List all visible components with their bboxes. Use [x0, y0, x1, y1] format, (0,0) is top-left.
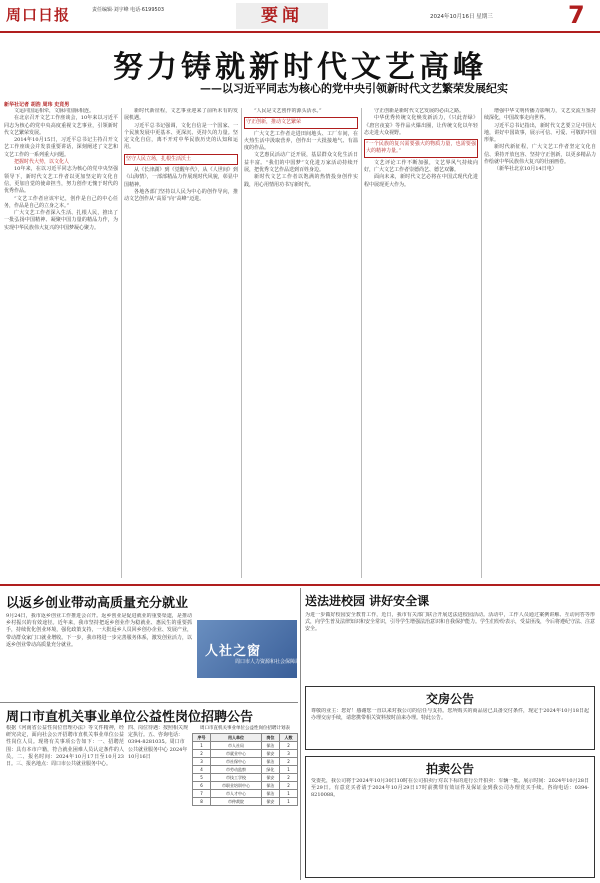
- table-header: 序号: [193, 734, 211, 742]
- byline: 新华社记者 胡浩 周玮 史竞男: [4, 102, 70, 108]
- table-cell: 绿化: [261, 766, 279, 774]
- section-divider: [0, 584, 600, 586]
- table-cell: 保洁: [261, 790, 279, 798]
- ad-3-body: 受委托，我公司将于2024年10月30日10时在公司拍卖厅对以下标的进行公开拍卖：车辆一批。展示时间：2024年10月28日至29日。有意竞买者请于2024年10月29日17时前携带有效证件及保证金到我公司办理竞买手续。咨询电话：0394-8210088。: [311, 778, 589, 799]
- table-row: [193, 766, 298, 774]
- ad-2-body: 尊敬的业主：您好！感谢您一直以来对我公司的信任与支持。您所购买的商品房已具备交付条件，现定于2024年10月18日起办理交房手续，请您携带相关资料按时前来办理。特此公告。: [311, 708, 589, 722]
- highlighted-paragraph: 把握时代大势，以文化人: [14, 159, 70, 166]
- table-row: [193, 758, 298, 766]
- table-cell: 1: [193, 742, 211, 750]
- recruitment-table: [192, 725, 298, 806]
- table-cell: 1: [279, 798, 297, 806]
- table-cell: 市人才中心: [211, 790, 262, 798]
- paragraph: 2014年10月15日，习近平总书记主持召开文艺工作座谈会并发表重要讲话，深刻阐述了文艺和文艺工作的一系列重大问题。: [4, 137, 118, 158]
- table-cell: 7: [193, 790, 211, 798]
- recruitment-plan-table: [192, 733, 298, 806]
- paragraph: 新时代文艺工作者以饱满的热情投身创作实践，用心用情用功书写新时代。: [244, 174, 358, 188]
- boxed-callout: “一个民族的复兴需要强大的物质力量，也需要强大的精神力量。”: [364, 139, 478, 158]
- table-row: [193, 774, 298, 782]
- headline: 努力铸就新时代文艺高峰: [113, 50, 487, 85]
- table-cell: 2: [279, 742, 297, 750]
- table-caption: 周口市直机关事业单位公益性岗位招聘计划表: [200, 726, 290, 731]
- article-2-text: 9月24日，我市返乡创业工作推进会召开。返乡创业是促进就业的重要渠道，是推动乡村振兴的有效途径。近年来，我市坚持把返乡创业作为稳就业、惠民生的重要抓手，持续优化创业环境，强化政策支持，一大批返乡人员回乡创办企业、发展产业，带动群众家门口就业增收。下一步，我市将进一步完善服务体系，激发创业活力，以返乡创业带动高质量充分就业。: [6, 613, 192, 648]
- table-row: [193, 790, 298, 798]
- ad-1-body: 为进一步做好校园安全教育工作，近日，我市有关部门联合开展送法进校园活动。活动中，工作人员通过案例讲解、互动问答等形式，向学生普及法律知识和安全常识，引导学生增强法治意识和自我保护能力。学生们纷纷表示，受益匪浅，今后将遵纪守法、注意安全。: [305, 612, 595, 633]
- paragraph: 习近平总书记强调，文化自信是一个国家、一个民族发展中更基本、更深沉、更持久的力量。坚定文化自信，离不开对中华民族历史的认知和运用。: [124, 122, 238, 151]
- boxed-callout: 守正创新，推动文艺繁荣: [244, 117, 358, 128]
- table-cell: 市人社局: [211, 742, 262, 750]
- table-cell: 市职业培训中心: [211, 782, 262, 790]
- paragraph: 广大文艺工作者走进田间地头、工厂车间，在火热生活中汲取营养，创作出一大批接地气、有温度的作品。: [244, 130, 358, 152]
- table-cell: 2: [279, 758, 297, 766]
- article-column-1: [4, 108, 118, 578]
- paragraph: 守正创新是新时代文艺发展的必由之路。: [374, 108, 465, 114]
- table-header: 岗位: [261, 734, 279, 742]
- table-row: [193, 750, 298, 758]
- table-cell: 保安: [261, 750, 279, 758]
- table-cell: 保洁: [261, 742, 279, 750]
- paragraph: （新华社北京10月14日电）: [494, 166, 557, 173]
- table-cell: 保洁: [261, 758, 279, 766]
- table-cell: 2: [193, 750, 211, 758]
- paragraph: “文艺工作者应该牢记，创作是自己的中心任务，作品是自己的立身之本。”: [4, 195, 118, 209]
- notice-body-2: 四、岗位待遇：按照相关规定执行。五、咨询电话：0394-8281035。周口市公共就业服务中心 2024年10月16日: [128, 725, 188, 760]
- paragraph: 文艺评论工作不断加强，文艺界风气持续向好，广大文艺工作者崇德尚艺、德艺双馨。: [364, 159, 478, 174]
- newspaper-logo: 周口日报: [6, 6, 71, 24]
- ad-2-title: 交房公告: [425, 692, 474, 706]
- table-cell: 2: [279, 782, 297, 790]
- notice-divider: [0, 702, 298, 703]
- table-cell: 1: [279, 766, 297, 774]
- table-cell: 8: [193, 798, 211, 806]
- table-cell: 3: [193, 758, 211, 766]
- paragraph: 面向未来，新时代文艺必将在中国式现代化进程中展现更大作为。: [364, 174, 478, 188]
- column-rule: [241, 108, 242, 578]
- ad-3-title: 拍卖公告: [425, 762, 474, 776]
- paragraph: 广大文艺工作者深入生活、扎根人民，推出了一批弘扬中国精神、凝聚中国力量的精品力作，为实现中华民族伟大复兴的中国梦凝心聚力。: [4, 210, 118, 231]
- paragraph: 新时代新征程，文艺事业迎来了前所未有的发展机遇。: [124, 108, 238, 122]
- paragraph: 习近平总书记指出，新时代文艺要立足中国大地，讲好中国故事，展示可信、可爱、可敬的中国形象。: [484, 122, 596, 144]
- table-header: 用人单位: [211, 734, 262, 742]
- table-cell: 1: [279, 790, 297, 798]
- column-banner-title: 人社之窗: [205, 644, 262, 659]
- article-2-body: [6, 613, 192, 700]
- page-number: 7: [568, 1, 585, 29]
- table-cell: 6: [193, 782, 211, 790]
- notice-title: 周口市直机关事业单位公益性岗位招聘公告: [6, 710, 254, 725]
- editor-info: 责任编辑·刘宇峰 电话·6199503: [92, 7, 165, 13]
- section-title: 要闻: [261, 6, 303, 26]
- paragraph: 中华优秀传统文化焕发新活力，《只此青绿》《唐宫夜宴》等作品火爆出圈，让传统文化以年轻态走进大众视野。: [364, 115, 478, 136]
- ad-1-title: 送法进校园 讲好安全课: [305, 594, 430, 608]
- column-rule: [121, 108, 122, 578]
- article-column-2: [124, 108, 238, 578]
- column-rule: [361, 108, 362, 578]
- table-cell: 保安: [261, 798, 279, 806]
- paragraph: 新时代新征程，广大文艺工作者坚定文化自信、秉持开放包容、坚持守正创新，以更多精品力作绘就中华民族伟大复兴的壮丽画卷。: [484, 144, 596, 166]
- article-column-5: [484, 108, 596, 578]
- paragraph: 10年来，在以习近平同志为核心的党中央坚强领导下，新时代文艺工作者以更加坚定的文化自信，更加自觉的使命担当，努力创作无愧于时代的优秀作品。: [4, 166, 118, 195]
- table-cell: 保洁: [261, 782, 279, 790]
- table-cell: 市仲裁院: [211, 798, 262, 806]
- paragraph: 在北京召开文艺工作座谈会，10年来以习近平同志为核心的党中央高度重视文艺事业，引领新时代文艺繁荣发展。: [4, 115, 118, 136]
- paragraph: 增强中华文明传播力影响力，文艺交流互鉴持续深化，中国故事走向世界。: [484, 108, 596, 122]
- table-row: [193, 798, 298, 806]
- paragraph: 文艺惠民活动广泛开展，基层群众文化生活日益丰富。“我们的中国梦”文化进万家活动持续开展，把优秀文艺作品送到百姓身边。: [244, 152, 358, 174]
- article-column-4: [364, 108, 478, 578]
- boxed-callout: 坚守人民立场，扎根生活沃土: [124, 154, 238, 165]
- table-header: 人数: [279, 734, 297, 742]
- article-2-title: 以返乡创业带动高质量充分就业: [6, 596, 189, 611]
- table-cell: 3: [279, 750, 297, 758]
- table-cell: 市劳动监察: [211, 766, 262, 774]
- lower-column-rule: [300, 588, 301, 880]
- paragraph: 各地各部门坚持以人民为中心的创作导向，推动文艺创作从“高原”向“高峰”迈进。: [124, 188, 238, 203]
- paragraph: 从《长津湖》到《觉醒年代》，从《人世间》到《山海情》，一部部精品力作展现时代风貌，彰显中国精神。: [124, 167, 238, 188]
- table-cell: 保安: [261, 774, 279, 782]
- article-column-3: [244, 108, 358, 578]
- table-cell: 市技工学校: [211, 774, 262, 782]
- column-rule: [481, 108, 482, 578]
- table-cell: 4: [193, 766, 211, 774]
- issue-date: 2024年10月16日 星期三: [430, 14, 493, 20]
- column-banner-sub: 周口市人力资源和社会保障局: [235, 659, 301, 665]
- table-row: [193, 742, 298, 750]
- subheadline: ——以习近平同志为核心的党中央引领新时代文艺繁荣发展纪实: [200, 82, 508, 95]
- table-cell: 市就业中心: [211, 750, 262, 758]
- notice-body: 根据《河南省公益性岗位管理办法》等文件精神，经研究决定，面向社会公开招聘市直机关事业单位公益性岗位人员。现将有关事项公告如下：一、招聘范围：具有本市户籍，符合就业困难人员认定条件的人员。二、报名时间：2024年10月17日至10月23日。三、报名地点：周口市公共就业服务中心。: [6, 725, 124, 768]
- paragraph: 文运同国运相牵，文脉同国脉相连。: [14, 108, 95, 114]
- table-row: [193, 782, 298, 790]
- table-cell: 2: [279, 774, 297, 782]
- paragraph: “人民是文艺创作的源头活水。”: [254, 108, 322, 114]
- table-cell: 5: [193, 774, 211, 782]
- table-cell: 市社保中心: [211, 758, 262, 766]
